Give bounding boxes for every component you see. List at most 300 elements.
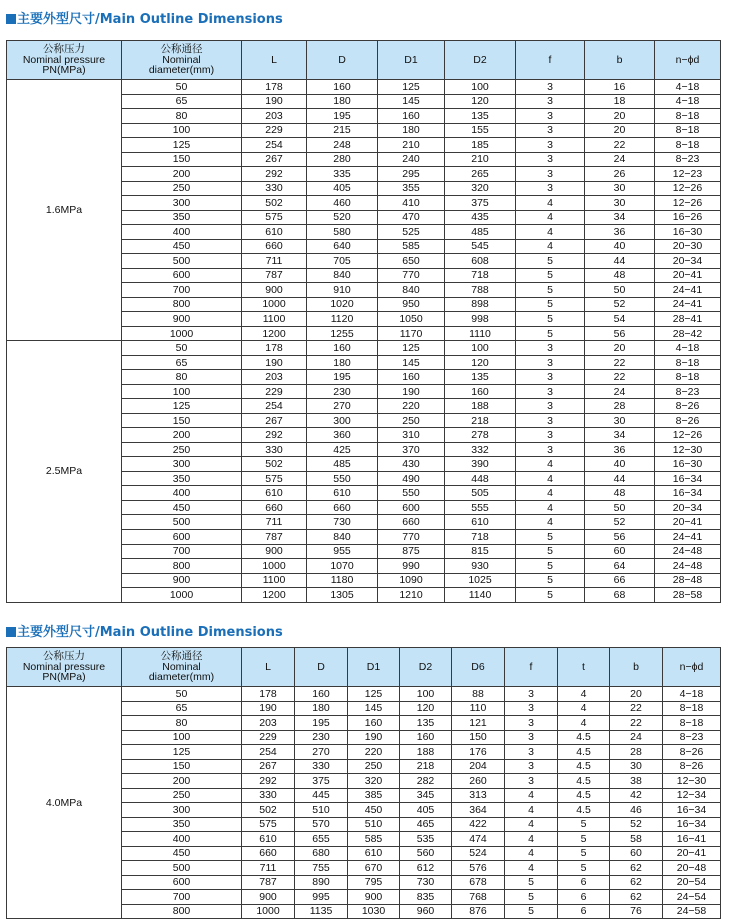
dimension-cell: 145	[378, 355, 445, 370]
dimension-cell: 12−30	[663, 774, 721, 789]
dimension-cell: 660	[242, 846, 295, 861]
dimension-cell: 520	[307, 210, 378, 225]
dimension-cell: 125	[378, 80, 445, 95]
dimension-cell: 425	[307, 442, 378, 457]
dimension-cell: 160	[348, 716, 400, 731]
dimension-cell: 3	[505, 687, 558, 702]
dimension-cell: 960	[400, 904, 452, 919]
dimension-cell: 990	[378, 559, 445, 574]
dimension-cell: 787	[242, 529, 307, 544]
dimension-cell: 660	[242, 239, 307, 254]
nominal-diameter-cell: 200	[122, 167, 242, 182]
dimension-cell: 24−48	[655, 544, 721, 559]
dimension-cell: 330	[242, 181, 307, 196]
dimension-cell: 38	[610, 774, 663, 789]
dimension-cell: 3	[516, 370, 585, 385]
dimension-cell: 16−30	[655, 457, 721, 472]
dimension-cell: 525	[378, 225, 445, 240]
dimension-cell: 292	[242, 167, 307, 182]
dimension-cell: 450	[348, 803, 400, 818]
dimension-cell: 660	[307, 500, 378, 515]
dimension-cell: 135	[400, 716, 452, 731]
nominal-diameter-cell: 65	[122, 94, 242, 109]
dimension-cell: 5	[516, 297, 585, 312]
dimension-cell: 20−41	[655, 268, 721, 283]
dimension-cell: 195	[307, 109, 378, 124]
nominal-diameter-cell: 700	[122, 890, 242, 905]
nominal-diameter-cell: 500	[122, 515, 242, 530]
dimension-cell: 4	[516, 500, 585, 515]
dimension-cell: 120	[445, 355, 516, 370]
dimension-cell: 1000	[242, 559, 307, 574]
dimension-cell: 4.5	[558, 759, 610, 774]
dimension-cell: 20−48	[663, 861, 721, 876]
header-nominal-pressure	[7, 41, 122, 80]
nominal-diameter-cell: 350	[122, 817, 242, 832]
nominal-diameter-cell: 300	[122, 457, 242, 472]
dimension-cell: 1200	[242, 326, 307, 341]
dimension-cell: 585	[378, 239, 445, 254]
dimension-cell: 580	[307, 225, 378, 240]
dimension-cell: 4	[558, 716, 610, 731]
nominal-diameter-cell: 900	[122, 573, 242, 588]
dimension-cell: 3	[516, 341, 585, 356]
dimension-cell: 16	[585, 80, 655, 95]
dimensions-table-2	[6, 647, 721, 919]
dimension-cell: 203	[242, 109, 307, 124]
dimension-cell: 160	[307, 341, 378, 356]
dimension-cell: 155	[445, 123, 516, 138]
nominal-diameter-cell: 65	[122, 355, 242, 370]
dimension-cell: 955	[307, 544, 378, 559]
nominal-pressure-cell: 2.5MPa	[7, 341, 122, 602]
dimension-cell: 145	[348, 701, 400, 716]
dimension-cell: 5	[558, 846, 610, 861]
dimension-cell: 3	[516, 355, 585, 370]
header-nominal-diameter	[122, 41, 242, 80]
header-label-line: Nominal pressure	[22, 660, 106, 673]
dimension-cell: 56	[585, 326, 655, 341]
dimension-cell: 66	[585, 573, 655, 588]
dimension-cell: 610	[242, 832, 295, 847]
dimension-cell: 160	[400, 730, 452, 745]
dimension-cell: 835	[400, 890, 452, 905]
dimension-cell: 998	[445, 312, 516, 327]
dimension-cell: 8−18	[655, 355, 721, 370]
dimension-cell: 278	[445, 428, 516, 443]
dimension-cell: 260	[452, 774, 505, 789]
section-2-heading	[6, 625, 283, 641]
dimension-cell: 229	[242, 730, 295, 745]
dimension-cell: 250	[378, 413, 445, 428]
header-label-line: PN(MPa)	[42, 671, 86, 684]
dimension-cell: 900	[242, 283, 307, 298]
dimension-cell: 5	[516, 559, 585, 574]
dimension-cell: 660	[242, 500, 307, 515]
dimension-cell: 24−41	[655, 297, 721, 312]
dimension-cell: 203	[242, 370, 307, 385]
nominal-diameter-cell: 500	[122, 254, 242, 269]
nominal-diameter-cell: 800	[122, 297, 242, 312]
dimension-cell: 320	[348, 774, 400, 789]
nominal-pressure-cell: 1.6MPa	[7, 80, 122, 341]
dimension-cell: 20	[585, 123, 655, 138]
dimension-cell: 190	[348, 730, 400, 745]
dimension-cell: 4	[505, 803, 558, 818]
dimension-cell: 390	[445, 457, 516, 472]
dimension-cell: 4.5	[558, 774, 610, 789]
section-1-heading	[6, 12, 283, 28]
dimension-cell: 34	[585, 210, 655, 225]
dimension-cell: 220	[348, 745, 400, 760]
dimension-cell: 898	[445, 297, 516, 312]
dimension-cell: 30	[610, 759, 663, 774]
dimension-cell: 185	[445, 138, 516, 153]
dimension-cell: 4.5	[558, 803, 610, 818]
dimension-cell: 5	[505, 875, 558, 890]
dimension-cell: 1170	[378, 326, 445, 341]
dimension-cell: 292	[242, 774, 295, 789]
dimension-cell: 60	[585, 544, 655, 559]
dimension-cell: 22	[585, 355, 655, 370]
dimension-cell: 8−23	[655, 384, 721, 399]
dimension-cell: 16−41	[663, 832, 721, 847]
dimension-cell: 36	[585, 225, 655, 240]
dimension-cell: 510	[348, 817, 400, 832]
dimension-cell: 4	[505, 832, 558, 847]
dimension-cell: 600	[378, 500, 445, 515]
dimension-cell: 20−34	[655, 254, 721, 269]
dimension-cell: 22	[585, 138, 655, 153]
dimension-cell: 248	[307, 138, 378, 153]
nominal-diameter-cell: 400	[122, 832, 242, 847]
dimension-cell: 3	[505, 759, 558, 774]
nominal-diameter-cell: 80	[122, 109, 242, 124]
dimension-cell: 5	[516, 544, 585, 559]
dimension-cell: 178	[242, 687, 295, 702]
nominal-diameter-cell: 300	[122, 803, 242, 818]
dimension-cell: 995	[295, 890, 348, 905]
dimension-cell: 1305	[307, 588, 378, 603]
dimension-cell: 120	[445, 94, 516, 109]
dimension-cell: 76	[610, 904, 663, 919]
dimension-cell: 34	[585, 428, 655, 443]
dimension-cell: 3	[516, 413, 585, 428]
dimension-cell: 335	[307, 167, 378, 182]
dimension-cell: 195	[295, 716, 348, 731]
nominal-diameter-cell: 125	[122, 138, 242, 153]
dimension-cell: 50	[585, 283, 655, 298]
dimension-cell: 787	[242, 268, 307, 283]
nominal-diameter-cell: 250	[122, 181, 242, 196]
dimension-cell: 36	[585, 442, 655, 457]
dimension-cell: 485	[445, 225, 516, 240]
nominal-diameter-cell: 600	[122, 875, 242, 890]
dimension-cell: 1110	[445, 326, 516, 341]
nominal-diameter-cell: 900	[122, 312, 242, 327]
dimension-cell: 535	[400, 832, 452, 847]
dimension-cell: 16−34	[655, 486, 721, 501]
dimension-cell: 3	[516, 442, 585, 457]
dimension-cell: 28−48	[655, 573, 721, 588]
dimension-cell: 1000	[242, 904, 295, 919]
dimensions-table-1	[6, 40, 721, 603]
dimension-cell: 405	[307, 181, 378, 196]
nominal-diameter-cell: 300	[122, 196, 242, 211]
dimension-cell: 282	[400, 774, 452, 789]
dimension-cell: 1020	[307, 297, 378, 312]
dimension-cell: 12−34	[663, 788, 721, 803]
header-label-line: 公称通径	[160, 43, 203, 56]
dimension-cell: 4	[505, 846, 558, 861]
dimension-cell: 254	[242, 399, 307, 414]
dimension-cell: 24−58	[663, 904, 721, 919]
dimension-cell: 755	[295, 861, 348, 876]
dimension-cell: 555	[445, 500, 516, 515]
nominal-diameter-cell: 80	[122, 716, 242, 731]
dimension-cell: 3	[505, 701, 558, 716]
dimension-cell: 100	[400, 687, 452, 702]
dimension-cell: 1200	[242, 588, 307, 603]
nominal-diameter-cell: 250	[122, 442, 242, 457]
header-label-line: 公称压力	[43, 650, 85, 663]
dimension-cell: 6	[558, 904, 610, 919]
dimension-cell: 24−41	[655, 529, 721, 544]
nominal-diameter-cell: 125	[122, 745, 242, 760]
dimension-cell: 502	[242, 457, 307, 472]
dimension-cell: 5	[516, 588, 585, 603]
dimension-cell: 4−18	[655, 94, 721, 109]
dimension-cell: 4	[516, 471, 585, 486]
header-nominal-diameter	[122, 648, 242, 687]
dimension-cell: 160	[378, 109, 445, 124]
dimension-cell: 203	[242, 716, 295, 731]
dimension-cell: 292	[242, 428, 307, 443]
dimension-cell: 64	[585, 559, 655, 574]
dimension-cell: 20−30	[655, 239, 721, 254]
header-label-line: diameter(mm)	[148, 671, 215, 684]
dimension-cell: 210	[445, 152, 516, 167]
header-label-line: 公称压力	[43, 43, 85, 56]
dimension-cell: 178	[242, 80, 307, 95]
dimension-cell: 28	[585, 399, 655, 414]
dimension-cell: 524	[452, 846, 505, 861]
dimension-cell: 204	[452, 759, 505, 774]
dimension-cell: 490	[378, 471, 445, 486]
dimension-cell: 40	[585, 457, 655, 472]
dimension-cell: 585	[348, 832, 400, 847]
dimension-cell: 385	[348, 788, 400, 803]
dimension-cell: 4	[516, 486, 585, 501]
dimension-cell: 730	[307, 515, 378, 530]
nominal-diameter-cell: 400	[122, 225, 242, 240]
dimension-cell: 8−26	[655, 413, 721, 428]
dimension-cell: 150	[452, 730, 505, 745]
dimension-cell: 48	[585, 486, 655, 501]
nominal-diameter-cell: 800	[122, 904, 242, 919]
dimension-cell: 20−41	[655, 515, 721, 530]
dimension-cell: 550	[307, 471, 378, 486]
dimension-cell: 485	[307, 457, 378, 472]
dimension-cell: 1090	[378, 573, 445, 588]
dimension-cell: 313	[452, 788, 505, 803]
dimension-cell: 5	[558, 832, 610, 847]
dimension-cell: 1180	[307, 573, 378, 588]
dimension-cell: 188	[445, 399, 516, 414]
nominal-diameter-cell: 450	[122, 500, 242, 515]
header-label-line: Nominal	[162, 53, 201, 66]
dimension-cell: 145	[378, 94, 445, 109]
dimension-cell: 711	[242, 861, 295, 876]
nominal-diameter-cell: 350	[122, 471, 242, 486]
dimension-cell: 4	[516, 210, 585, 225]
dimension-cell: 30	[585, 196, 655, 211]
dimension-cell: 5	[505, 904, 558, 919]
dimension-cell: 405	[400, 803, 452, 818]
header-f: f	[516, 41, 585, 80]
nominal-diameter-cell: 800	[122, 559, 242, 574]
dimension-cell: 68	[585, 588, 655, 603]
dimension-cell: 52	[585, 515, 655, 530]
dimension-cell: 54	[585, 312, 655, 327]
dimension-cell: 270	[307, 399, 378, 414]
dimension-cell: 5	[516, 326, 585, 341]
dimension-cell: 180	[378, 123, 445, 138]
header-n-phi-d: n−ϕd	[663, 648, 721, 687]
dimension-cell: 110	[452, 701, 505, 716]
dimension-cell: 1100	[242, 573, 307, 588]
nominal-diameter-cell: 500	[122, 861, 242, 876]
dimension-cell: 20	[610, 687, 663, 702]
dimension-cell: 770	[378, 268, 445, 283]
dimension-cell: 422	[452, 817, 505, 832]
dimension-cell: 8−26	[655, 399, 721, 414]
nominal-diameter-cell: 50	[122, 687, 242, 702]
dimension-cell: 220	[378, 399, 445, 414]
header-b: b	[610, 648, 663, 687]
dimension-cell: 24	[610, 730, 663, 745]
dimension-cell: 100	[445, 80, 516, 95]
dimension-cell: 26	[585, 167, 655, 182]
dimension-cell: 250	[348, 759, 400, 774]
dimension-cell: 430	[378, 457, 445, 472]
dimension-cell: 875	[378, 544, 445, 559]
table-header-row	[7, 648, 721, 687]
dimension-cell: 265	[445, 167, 516, 182]
header-nominal-pressure	[7, 648, 122, 687]
dimension-cell: 840	[378, 283, 445, 298]
dimension-cell: 30	[585, 413, 655, 428]
dimension-cell: 62	[610, 890, 663, 905]
dimension-cell: 180	[307, 355, 378, 370]
table-row	[7, 687, 721, 702]
dimension-cell: 135	[445, 370, 516, 385]
dimension-cell: 12−26	[655, 181, 721, 196]
dimension-cell: 787	[242, 875, 295, 890]
dimension-cell: 24	[585, 152, 655, 167]
dimension-cell: 575	[242, 210, 307, 225]
dimension-cell: 215	[307, 123, 378, 138]
dimension-cell: 1140	[445, 588, 516, 603]
dimension-cell: 8−23	[655, 152, 721, 167]
header-d6: D6	[452, 648, 505, 687]
dimension-cell: 3	[516, 80, 585, 95]
table-body	[7, 80, 721, 603]
dimension-cell: 4	[516, 457, 585, 472]
dimension-cell: 24−41	[655, 283, 721, 298]
dimension-cell: 267	[242, 152, 307, 167]
dimension-cell: 20−54	[663, 875, 721, 890]
dimension-cell: 24	[585, 384, 655, 399]
dimension-cell: 8−18	[655, 123, 721, 138]
dimension-cell: 188	[400, 745, 452, 760]
dimension-cell: 330	[242, 442, 307, 457]
table-header-row	[7, 41, 721, 80]
dimension-cell: 50	[585, 500, 655, 515]
heading-square-icon	[6, 14, 16, 24]
dimension-cell: 52	[585, 297, 655, 312]
dimension-cell: 230	[295, 730, 348, 745]
dimension-cell: 815	[445, 544, 516, 559]
dimension-cell: 28−42	[655, 326, 721, 341]
dimension-cell: 121	[452, 716, 505, 731]
dimension-cell: 4	[505, 788, 558, 803]
dimension-cell: 5	[516, 283, 585, 298]
dimension-cell: 900	[242, 544, 307, 559]
dimension-cell: 180	[295, 701, 348, 716]
dimension-cell: 470	[378, 210, 445, 225]
nominal-diameter-cell: 150	[122, 759, 242, 774]
dimension-cell: 370	[378, 442, 445, 457]
dimension-cell: 730	[400, 875, 452, 890]
dimension-cell: 610	[348, 846, 400, 861]
dimension-cell: 705	[307, 254, 378, 269]
heading-square-icon	[6, 627, 16, 637]
dimension-cell: 608	[445, 254, 516, 269]
dimension-cell: 711	[242, 254, 307, 269]
dimension-cell: 711	[242, 515, 307, 530]
dimension-cell: 160	[445, 384, 516, 399]
dimension-cell: 330	[295, 759, 348, 774]
header-t: t	[558, 648, 610, 687]
dimension-cell: 1000	[242, 297, 307, 312]
dimension-cell: 52	[610, 817, 663, 832]
dimension-cell: 560	[400, 846, 452, 861]
dimension-cell: 46	[610, 803, 663, 818]
nominal-diameter-cell: 600	[122, 268, 242, 283]
dimension-cell: 1070	[307, 559, 378, 574]
header-label-line: 公称通径	[160, 650, 203, 663]
dimension-cell: 610	[242, 225, 307, 240]
dimension-cell: 876	[452, 904, 505, 919]
nominal-diameter-cell: 50	[122, 80, 242, 95]
dimension-cell: 718	[445, 268, 516, 283]
dimension-cell: 229	[242, 384, 307, 399]
dimension-cell: 4.5	[558, 788, 610, 803]
dimension-cell: 20−41	[663, 846, 721, 861]
dimension-cell: 240	[378, 152, 445, 167]
dimension-cell: 22	[610, 701, 663, 716]
dimension-cell: 660	[378, 515, 445, 530]
dimension-cell: 4	[516, 515, 585, 530]
dimension-cell: 3	[516, 94, 585, 109]
dimension-cell: 218	[400, 759, 452, 774]
dimension-cell: 12−26	[655, 428, 721, 443]
dimension-cell: 210	[378, 138, 445, 153]
dimension-cell: 4	[516, 225, 585, 240]
dimension-cell: 16−34	[663, 803, 721, 818]
dimension-cell: 44	[585, 254, 655, 269]
